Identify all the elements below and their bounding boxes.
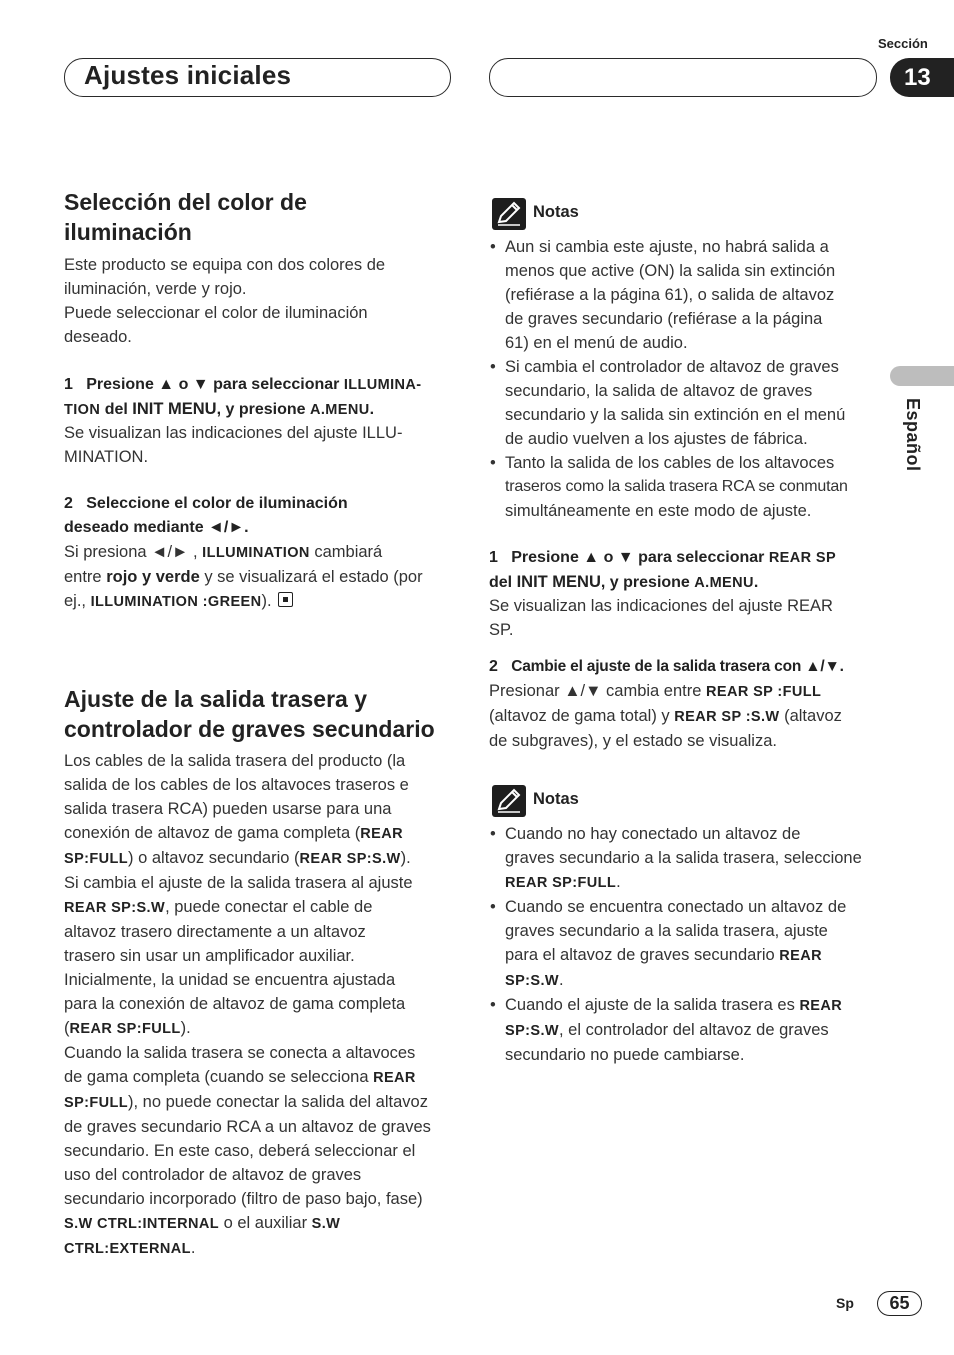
text-line: menos que active (ON) la salida sin extinción xyxy=(505,262,836,280)
text-line: secundario no puede cambiarse. xyxy=(505,1046,745,1064)
list-item xyxy=(489,355,884,451)
display-text: CTRL:EXTERNAL xyxy=(64,1241,191,1257)
text-line: para la conexión de altavoz de gama completa xyxy=(64,995,406,1013)
text-span: ), no puede conectar la salida del altavoz xyxy=(128,1093,428,1111)
text-line xyxy=(505,943,889,968)
text-span: ). xyxy=(261,592,277,610)
rear-sp-step-2-body xyxy=(489,679,889,753)
text-line: graves secundario a la salida trasera, ajuste xyxy=(505,922,828,940)
text-line: • Tanto la salida de los cables de los altavoces xyxy=(505,454,835,472)
text-line: Este producto se equipa con dos colores de xyxy=(64,256,386,274)
text-line xyxy=(64,1211,459,1236)
text-line: de subgraves), y el estado se visualiza. xyxy=(489,732,777,750)
text-line xyxy=(489,679,889,704)
pencil-note-icon xyxy=(492,785,526,817)
text-span: Si presiona ◄/► , xyxy=(64,543,203,561)
text-line xyxy=(505,870,889,895)
step-line xyxy=(489,570,889,595)
display-text: ILLUMINATION :GREEN xyxy=(90,594,262,610)
illumination-intro xyxy=(64,253,454,349)
page-title: Ajustes iniciales xyxy=(84,60,292,90)
pencil-note-icon-glyph xyxy=(492,198,526,230)
language-tab-bar xyxy=(890,366,954,386)
text-line xyxy=(64,821,459,846)
step-text: Presione ▲ o ▼ para seleccionar xyxy=(86,376,344,393)
display-text: REAR SP:S.W xyxy=(64,900,166,916)
display-text: SP:S.W xyxy=(505,1023,559,1039)
notes-label: Notas xyxy=(533,790,579,808)
text-line: deseado. xyxy=(64,328,132,346)
display-text: REAR xyxy=(799,998,843,1014)
text-span: (altavoz de gama total) y xyxy=(489,707,675,725)
step-text: , y presione xyxy=(216,401,310,418)
step-number: 1 xyxy=(64,376,73,393)
list-item xyxy=(489,822,889,895)
heading-line: controlador de graves secundario xyxy=(64,716,435,742)
text-line: (refiérase a la página 61), o salida de altavoz xyxy=(505,286,835,304)
rear-sp-step-1-body xyxy=(489,594,884,642)
text-span: ). xyxy=(400,849,411,867)
display-text: REAR SP:S.W xyxy=(299,851,401,867)
text-line: simultáneamente en este modo de ajuste. xyxy=(505,502,812,520)
display-text: ILLUMINA- xyxy=(343,377,422,393)
text-line xyxy=(64,540,459,565)
text-span: y se visualizará el estado (por xyxy=(199,568,423,586)
text-line xyxy=(489,704,889,729)
text-line: • Cuando se encuentra conectado un altavoz de xyxy=(505,898,847,916)
display-text: A.MENU xyxy=(694,575,754,591)
text-line xyxy=(505,1018,889,1043)
text-line: salida trasera RCA) pueden usarse para una xyxy=(64,800,392,818)
text-span: entre xyxy=(64,568,107,586)
illumination-step-1-body xyxy=(64,421,454,469)
end-of-section-icon xyxy=(278,592,293,607)
display-text: REAR xyxy=(779,948,822,964)
text-line: traseros como la salida trasera RCA se conmutan xyxy=(505,478,848,495)
text-line: secundario y la salida sin extinción en el menú xyxy=(505,406,846,424)
step-text: . xyxy=(369,401,375,418)
step-text: Cambie el ajuste de la salida trasera con ▲/▼. xyxy=(511,658,844,675)
text-line xyxy=(505,993,889,1018)
text-span: de gama completa (cuando se selecciona xyxy=(64,1068,374,1086)
rear-sp-step-1 xyxy=(489,546,889,595)
step-line xyxy=(64,373,454,397)
text-line: • Cuando no hay conectado un altavoz de xyxy=(505,825,801,843)
text-span: ej., xyxy=(64,592,91,610)
step-line: deseado mediante ◄/►. xyxy=(64,519,249,536)
display-text: SP:S.W xyxy=(505,973,559,989)
text-line: SP. xyxy=(489,621,514,639)
display-text: SP:FULL xyxy=(64,851,129,867)
section-label: Sección xyxy=(878,36,928,51)
emphasis-text: rojo y verde xyxy=(106,568,200,586)
step-number: 1 xyxy=(489,549,498,566)
display-text: REAR SP :S.W xyxy=(674,709,780,725)
display-text: REAR xyxy=(373,1070,416,1086)
heading-line: Ajuste de la salida trasera y xyxy=(64,686,367,712)
display-text: S.W xyxy=(311,1216,341,1232)
step-text: INIT MENU xyxy=(132,400,217,418)
pencil-note-icon xyxy=(492,198,526,230)
text-span: Presionar ▲/▼ cambia entre xyxy=(489,682,706,700)
notes-label: Notas xyxy=(533,203,579,221)
step-number: 2 xyxy=(64,495,73,512)
list-item xyxy=(489,451,884,523)
text-line: trasero sin usar un amplificador auxiliar. xyxy=(64,947,355,965)
display-text: REAR xyxy=(360,826,403,842)
text-line: Puede seleccionar el color de iluminación xyxy=(64,304,368,322)
list-item xyxy=(489,895,889,993)
language-tab-label: Español xyxy=(903,398,923,472)
text-line: de graves secundario (refiérase a la página xyxy=(505,310,823,328)
display-text: A.MENU xyxy=(309,402,370,418)
section-number-badge: 13 xyxy=(890,58,954,97)
display-text: S.W CTRL:INTERNAL xyxy=(64,1216,220,1232)
footer-language-code: Sp xyxy=(836,1295,854,1311)
text-line xyxy=(64,589,459,614)
heading-line: iluminación xyxy=(64,219,192,245)
text-span: . xyxy=(190,1239,196,1257)
text-line: MINATION. xyxy=(64,448,149,466)
display-text: ILLUMINATION xyxy=(202,545,310,561)
text-line: iluminación, verde y rojo. xyxy=(64,280,247,298)
text-span: ( xyxy=(64,1019,70,1037)
step-line xyxy=(489,546,889,570)
text-line: salida de los cables de los altavoces traseros e xyxy=(64,776,409,794)
step-line xyxy=(64,397,454,422)
text-line: de graves secundario RCA a un altavoz de graves xyxy=(64,1118,431,1136)
text-line: altavoz trasero directamente a un altavoz xyxy=(64,923,366,941)
text-span: cambiará xyxy=(309,543,383,561)
text-line: Los cables de la salida trasera del producto (la xyxy=(64,752,406,770)
display-text: SP:FULL xyxy=(64,1095,129,1111)
text-span: para el altavoz de graves secundario xyxy=(505,946,780,964)
text-span: , el controlador del altavoz de graves xyxy=(558,1021,829,1039)
display-text: REAR SP :FULL xyxy=(706,684,822,700)
text-span: . xyxy=(616,873,621,891)
step-text: INIT MENU xyxy=(516,573,601,591)
text-line: • Aun si cambia este ajuste, no habrá salida a xyxy=(505,238,829,256)
text-span: , puede conectar el cable de xyxy=(165,898,373,916)
text-line xyxy=(64,1016,459,1041)
text-span: . xyxy=(558,971,564,989)
step-line xyxy=(64,492,454,516)
step-line xyxy=(489,655,889,679)
text-line: 61) en el menú de audio. xyxy=(505,334,688,352)
notes-list xyxy=(489,822,889,1067)
illumination-step-2 xyxy=(64,492,454,540)
text-span: o el auxiliar xyxy=(219,1214,312,1232)
step-text: , y presione xyxy=(600,574,695,591)
list-item xyxy=(489,235,884,355)
step-text: . xyxy=(753,574,759,591)
heading-line: Selección del color de xyxy=(64,189,307,215)
illumination-step-2-body xyxy=(64,540,459,614)
text-line xyxy=(64,1236,459,1261)
display-text: REAR SP xyxy=(768,550,837,566)
text-line: • Si cambia el controlador de altavoz de graves xyxy=(505,358,839,376)
text-line: uso del controlador de altavoz de graves xyxy=(64,1166,362,1184)
text-line xyxy=(64,565,459,589)
text-span: ) o altavoz secundario ( xyxy=(128,849,300,867)
text-line: graves secundario a la salida trasera, seleccione xyxy=(505,849,862,867)
text-line: secundario. En este caso, deberá seleccionar el xyxy=(64,1142,416,1160)
display-text: REAR SP:FULL xyxy=(69,1021,181,1037)
header-blank-frame xyxy=(489,58,877,97)
text-span: Cuando el ajuste de la salida trasera es xyxy=(505,996,800,1014)
section-heading-illumination xyxy=(64,187,444,247)
text-line: Si cambia el ajuste de la salida trasera al ajuste xyxy=(64,874,413,892)
text-span: conexión de altavoz de gama completa ( xyxy=(64,824,361,842)
rear-sp-step-2 xyxy=(489,655,889,679)
step-text: del xyxy=(100,401,133,418)
rear-output-body xyxy=(64,749,459,1261)
illumination-step-1 xyxy=(64,373,454,422)
text-line: Inicialmente, la unidad se encuentra ajustada xyxy=(64,971,396,989)
display-text: TION xyxy=(64,402,101,418)
text-line: secundario incorporado (filtro de paso bajo, fase) xyxy=(64,1190,423,1208)
text-line: Cuando la salida trasera se conecta a altavoces xyxy=(64,1044,416,1062)
pencil-note-icon-glyph xyxy=(492,785,526,817)
text-line xyxy=(64,895,459,920)
list-item xyxy=(489,993,889,1067)
text-line: secundario, la salida de altavoz de graves xyxy=(505,382,813,400)
text-span: ). xyxy=(180,1019,191,1037)
text-line xyxy=(64,846,459,871)
text-line xyxy=(64,1065,459,1090)
text-line: Se visualizan las indicaciones del ajuste ILLU- xyxy=(64,424,403,442)
section-heading-rear-output xyxy=(64,684,454,744)
page-number: 65 xyxy=(877,1291,922,1316)
text-span: (altavoz xyxy=(779,707,842,725)
notes-list xyxy=(489,235,884,523)
step-text: Presione ▲ o ▼ para seleccionar xyxy=(511,549,769,566)
text-line: de audio vuelven a los ajustes de fábrica. xyxy=(505,430,808,448)
step-text: Seleccione el color de iluminación xyxy=(86,495,348,512)
text-line xyxy=(64,1090,459,1115)
step-number: 2 xyxy=(489,658,498,675)
text-line xyxy=(505,968,889,993)
step-text: del xyxy=(489,574,517,591)
display-text: REAR SP:FULL xyxy=(505,875,617,891)
text-line: Se visualizan las indicaciones del ajuste REAR xyxy=(489,597,833,615)
